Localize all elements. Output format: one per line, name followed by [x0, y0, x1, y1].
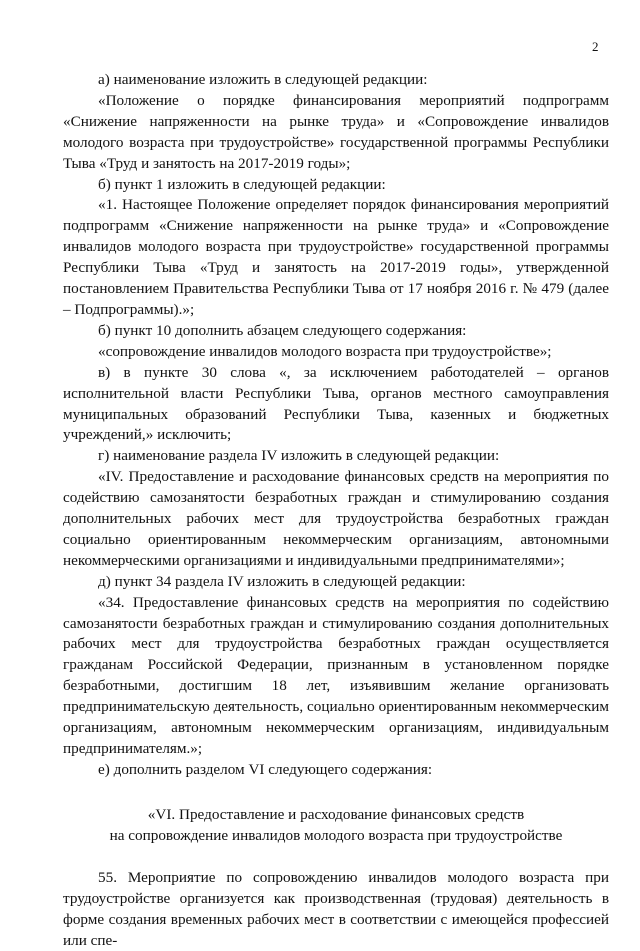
- paragraph-item-b: б) пункт 1 изложить в следующей редакции:: [98, 175, 386, 193]
- paragraph-item-a: а) наименование изложить в следующей редакции:: [98, 71, 428, 88]
- paragraph-item-d: д) пункт 34 раздела IV изложить в следующей редакции:: [98, 572, 466, 590]
- paragraph-quoted-escort: «сопровождение инвалидов молодого возраста при трудоустройстве»;: [98, 342, 552, 360]
- paragraph-point-55: 55. Мероприятие по сопровождению инвалидов молодого возраста при трудоустройстве организуется как производственная (трудовая) деятельность в форме создания временных рабочих мест в соответствии с имеющейся профессией или спе-: [63, 868, 609, 949]
- paragraph-point-34: «34. Предоставление финансовых средств на мероприятия по содействию самозанятости безработных граждан и стимулированию создания дополнительных рабочих мест для трудоустройства безработных граждан осуществляется гражданам Российской Федерации, признанным в установленном порядке безработными, достигшим 18 лет, изъявившим желание организовать предпринимательскую деятельность, социально ориентированным некоммерческим организациям, автономным некоммерческим организациям, индивидуальным предпринимателям.»;: [63, 593, 609, 757]
- page-number: 2: [592, 39, 599, 54]
- paragraph-section-iv: «IV. Предоставление и расходование финансовых средств на мероприятия по содействию самозанятости безработных граждан и стимулированию создания дополнительных рабочих мест для трудоустройства безработных граждан социально ориентированным некоммерческим организациям, автономными некоммерческими организациями и индивидуальными предпринимателями»;: [63, 468, 609, 569]
- paragraph-quoted-title: «Положение о порядке финансирования мероприятий подпрограмм «Снижение напряженности на рынке труда» и «Сопровождение инвалидов молодого возраста при трудоустройстве» государственной программы Республики Тыва «Труд и занятость на 2017-2019 годы»;: [63, 91, 609, 172]
- document-body: [63, 70, 609, 951]
- paragraph-item-e: е) дополнить разделом VI следующего содержания:: [98, 760, 433, 778]
- section-vi-heading-line2: на сопровождение инвалидов молодого возраста при трудоустройстве: [109, 826, 563, 844]
- paragraph-item-g: г) наименование раздела IV изложить в следующей редакции:: [98, 447, 500, 465]
- section-vi-heading: [63, 804, 609, 846]
- paragraph-item-b2: б) пункт 10 дополнить абзацем следующего содержания:: [98, 321, 467, 339]
- paragraph-point-1: «1. Настоящее Положение определяет порядок финансирования мероприятий подпрограмм «Снижение напряженности на рынке труда» и «Сопровождение инвалидов молодого возраста при трудоустройстве» государственной программы Республики Тыва «Труд и занятость на 2017-2019 годы», утвержденной постановлением Правительства Республики Тыва от 17 ноября 2016 г. № 479 (далее – Подпрограммы).»;: [63, 196, 609, 318]
- section-vi-heading-line1: «VI. Предоставление и расходование финансовых средств: [147, 805, 525, 823]
- paragraph-item-v: в) в пункте 30 слова «, за исключением работодателей – органов исполнительной власти Республики Тыва, органов местного самоуправления муниципальных образований Республики Тыва, казенных и бюджетных учреждений,» исключить;: [63, 363, 609, 444]
